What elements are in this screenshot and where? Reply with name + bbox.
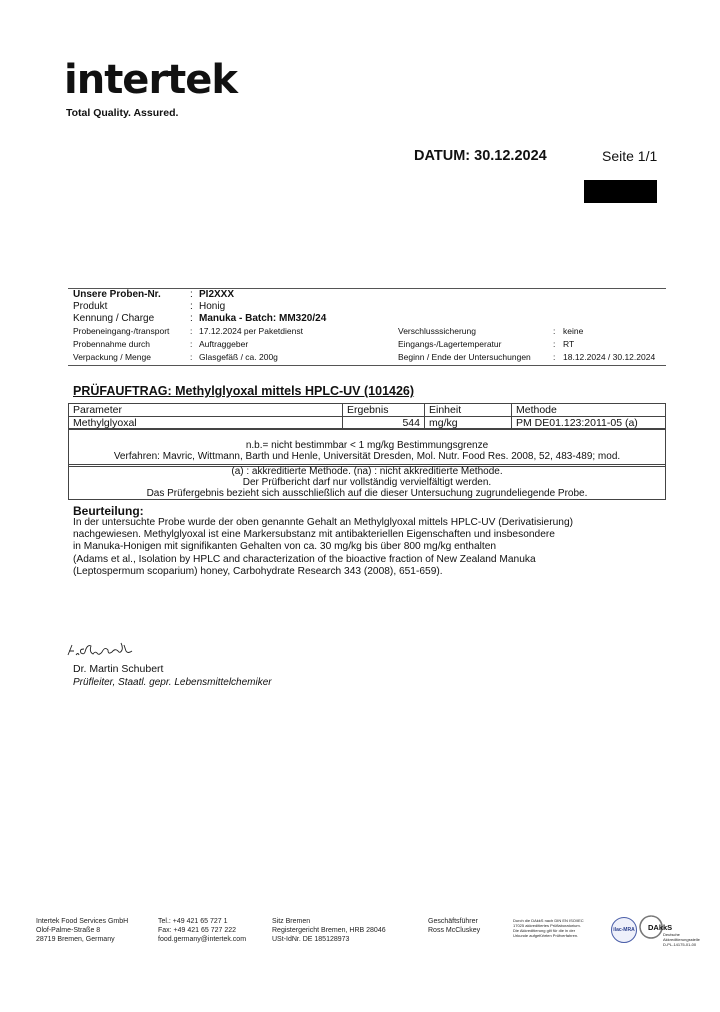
- cell-parameter: Methylglyoxal: [69, 417, 343, 430]
- product-label: Produkt: [73, 301, 108, 312]
- cell-method: PM DE01.123:2011-05 (a): [512, 417, 666, 430]
- results-table: [68, 403, 666, 430]
- sample-number-value: PI2XXX: [199, 289, 235, 300]
- packaging-label: Verpackung / Menge: [73, 352, 151, 362]
- product-value: Honig: [199, 301, 226, 312]
- footer-contact: Tel.: +49 421 65 727 1 Fax: +49 421 65 727 222 food.germany@intertek.com: [158, 918, 247, 943]
- dakks-label: DAkkS: [648, 923, 673, 932]
- redaction-box: [584, 180, 657, 203]
- footer-management: Geschäftsführer Ross McCluskey: [428, 918, 481, 934]
- packaging-value: Glasgefäß / ca. 200g: [199, 352, 278, 362]
- accreditation-note: (a) : akkreditierte Methode. (na) : nicht akkreditierte Methode.: [231, 466, 503, 477]
- order-title: PRÜFAUFTRAG: Methylglyoxal mittels HPLC-UV (101426): [73, 384, 415, 398]
- temperature-label: Eingangs-/Lagertemperatur: [398, 339, 502, 349]
- copy-note: Der Prüfbericht darf nur vollständig vervielfältigt werden.: [242, 477, 492, 488]
- assessment-text: In der untersuchte Probe wurde der oben genannte Gehalt an Methylglyoxal mittels HPLC-UV (Derivatisierung) nachgewiesen. Methylglyoxal ist eine Markersubstanz mit antibakteriellen Eigenschaften und insbesondere in Manuka-Honigen mit signifikanten Gehalten von ca. 30 mg/kg bis über 800 mg/kg enthalten (Adams et al., Isolation by HPLC and characterization of the bioactive fraction of New Zealand Manuka (Leptospermum scoparium) honey, Carbohydrate Research 343 (2008), 651-659).: [73, 517, 574, 577]
- signature-image: [66, 639, 146, 661]
- detection-limit-note: n.b.= nicht bestimmbar < 1 mg/kg Bestimmungsgrenze: [245, 440, 489, 451]
- assessment-title: Beurteilung:: [73, 504, 144, 518]
- footer-accreditation-note: Durch die DAkkS nach DIN EN ISO/IEC 17025 akkreditiertes Prüflaboratorium. Die Akkreditierung gilt für die in der Urkunde aufgeführten Prüfverfahren.: [513, 918, 584, 938]
- header-unit: Einheit: [425, 404, 512, 417]
- signatory-name: Dr. Martin Schubert: [73, 663, 164, 675]
- intertek-logo: intertek: [64, 57, 238, 103]
- table-header-row: [69, 404, 666, 417]
- header-result: Ergebnis: [343, 404, 425, 417]
- receipt-label: Probeneingang-/transport: [73, 326, 170, 336]
- seal-value: keine: [563, 326, 584, 336]
- batch-value: Manuka - Batch: MM320/24: [199, 313, 327, 324]
- logo-tagline: Total Quality. Assured.: [66, 107, 179, 119]
- page-number: Seite 1/1: [602, 148, 658, 164]
- sample-number-label: Unsere Proben-Nr.: [73, 289, 161, 300]
- footer-company: Intertek Food Services GmbH Olof-Palme-Straße 8 28719 Bremen, Germany: [36, 918, 129, 943]
- accreditation-box: [68, 464, 666, 500]
- test-period-label: Beginn / Ende der Untersuchungen: [398, 352, 531, 362]
- divider-bottom: [68, 365, 666, 366]
- footer-register: Sitz Bremen Registergericht Bremen, HRB 28046 USt-IdNr. DE 185128973: [272, 918, 386, 943]
- test-period-value: 18.12.2024 / 30.12.2024: [563, 352, 656, 362]
- method-reference-note: Verfahren: Mavric, Wittmann, Barth und Henle, Universität Dresden, Mol. Nutr. Food Res. 2008, 52, 483-489; mod.: [113, 451, 621, 462]
- temperature-value: RT: [563, 339, 575, 349]
- cell-result: 544: [343, 417, 425, 430]
- dakks-subtext: Deutsche Akkreditierungsstelle D-PL-14175-01-00: [663, 932, 700, 947]
- sampling-value: Auftraggeber: [199, 339, 249, 349]
- batch-label: Kennung / Charge: [73, 313, 155, 324]
- ilac-mra-logo: ilac-MRA: [611, 917, 637, 943]
- header-method: Methode: [512, 404, 666, 417]
- seal-label: Verschlusssicherung: [398, 326, 476, 336]
- sampling-label: Probennahme durch: [73, 339, 151, 349]
- cell-unit: mg/kg: [425, 417, 512, 430]
- header-parameter: Parameter: [69, 404, 343, 417]
- scope-note: Das Prüfergebnis bezieht sich ausschließlich auf die dieser Untersuchung zugrundeliegende Probe.: [146, 488, 588, 499]
- notes-box: [68, 428, 666, 467]
- signatory-title: Prüfleiter, Staatl. gepr. Lebensmittelchemiker: [73, 677, 272, 688]
- report-date: DATUM: 30.12.2024: [414, 148, 547, 164]
- receipt-value: 17.12.2024 per Paketdienst: [199, 326, 303, 336]
